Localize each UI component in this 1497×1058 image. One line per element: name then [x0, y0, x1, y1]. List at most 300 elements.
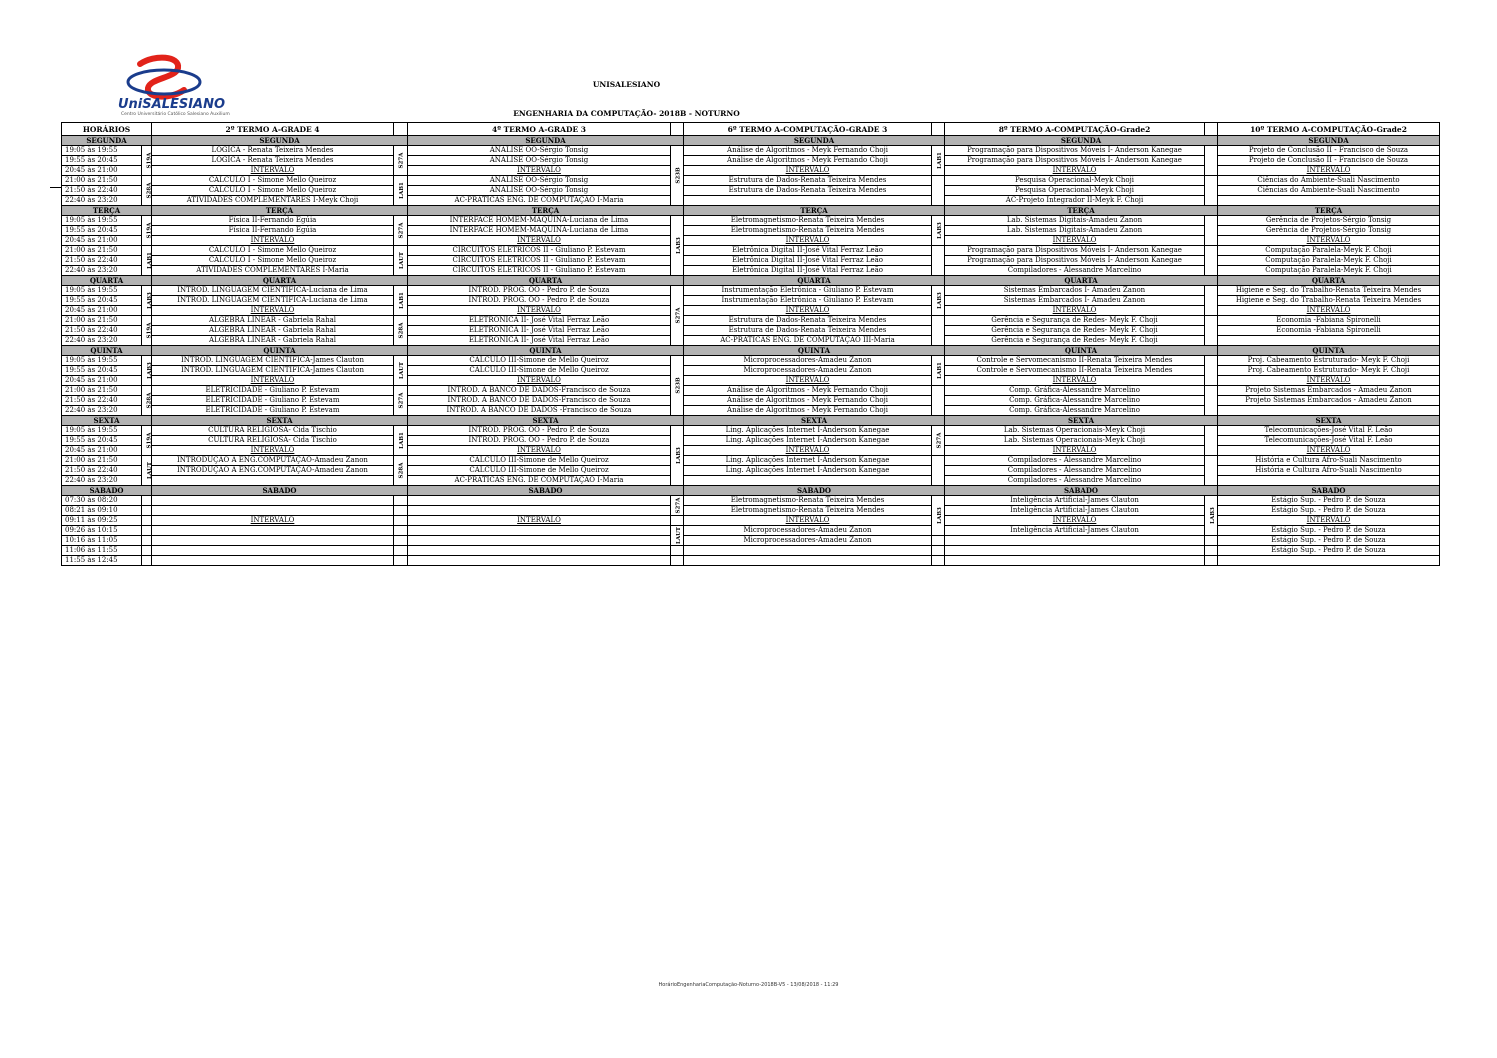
day-label: TERÇA [945, 206, 1218, 216]
room-label [142, 456, 152, 486]
time-slot-row [62, 306, 1440, 316]
room-label [394, 286, 408, 316]
class-cell: INTERVALO [1218, 446, 1440, 456]
time-slot-row [62, 236, 1440, 246]
time-slot-row [62, 286, 1440, 296]
header-term-4: 4º TERMO A-GRADE 3 [408, 123, 671, 136]
class-cell: Estágio Sup. - Pedro P. de Souza [1218, 496, 1440, 506]
class-cell: INTERVALO [945, 446, 1205, 456]
class-cell: INTERVALO [152, 516, 394, 526]
class-cell: INTERVALO [152, 166, 394, 176]
room-code: S28A [146, 182, 153, 199]
day-label: SEGUNDA [684, 136, 945, 146]
room-label [1205, 176, 1218, 206]
day-label-times: QUARTA [62, 276, 152, 286]
class-cell: Compiladores - Alessandre Marcelino [945, 476, 1205, 486]
time-range: 21:50 às 22:40 [62, 256, 142, 266]
day-label: SABADO [152, 486, 408, 496]
header-term-10: 10º TERMO A-COMPUTAÇÃO-Grade2 [1218, 123, 1440, 136]
class-cell: Telecomunicações-José Vital F. Leão [1218, 436, 1440, 446]
room-label [394, 456, 408, 486]
room-code: S19A [146, 322, 153, 339]
class-cell: Estágio Sup. - Pedro P. de Souza [1218, 526, 1440, 536]
class-cell: Programação para Dispositivos Móveis I- Anderson Kanegae [945, 256, 1205, 266]
class-cell: Gerência e Segurança de Redes- Meyk F. Choji [945, 326, 1205, 336]
class-cell: Estágio Sup. - Pedro P. de Souza [1218, 506, 1440, 516]
day-label: QUARTA [152, 276, 408, 286]
room-code: S19A [146, 222, 153, 239]
class-cell: CÁLCULO III-Simone de Mello Queiroz [408, 356, 671, 366]
day-label: SABADO [408, 486, 684, 496]
class-cell: INTROD. A BANCO DE DADOS-Francisco de Souza [408, 396, 671, 406]
room-code: LAB3 [675, 447, 682, 464]
day-label-times: SABADO [62, 486, 152, 496]
time-slot-row [62, 546, 1440, 556]
class-cell: INTERVALO [945, 516, 1205, 526]
class-cell [408, 526, 671, 536]
class-cell: Comp. Gráfica-Alessandre Marcelino [945, 386, 1205, 396]
room-code: S23B [675, 377, 682, 394]
room-label [394, 216, 408, 246]
class-cell: INTERVALO [152, 306, 394, 316]
time-slot-row [62, 326, 1440, 336]
day-label: TERÇA [684, 206, 945, 216]
room-code: S23B [675, 167, 682, 184]
room-label [932, 426, 945, 456]
room-code: S27A [675, 307, 682, 324]
time-range: 22:40 às 23:20 [62, 336, 142, 346]
class-cell: Eletrônica Digital II-José Vital Ferraz Leão [684, 266, 932, 276]
class-cell: Lab. Sistemas Digitais-Amadeu Zanon [945, 226, 1205, 236]
class-cell: ELETRÔNICA II- José Vital Ferraz Leão [408, 316, 671, 326]
day-row [62, 486, 1440, 496]
time-slot-row [62, 246, 1440, 256]
class-cell: Microprocessadores-Amadeu Zanon [684, 366, 932, 376]
time-range: 11:06 às 11:55 [62, 546, 142, 556]
class-cell: Gerência e Segurança de Redes- Meyk F. Choji [945, 336, 1205, 346]
room-code: S27A [398, 152, 405, 169]
room-empty [142, 516, 152, 526]
day-label: SEGUNDA [408, 136, 684, 146]
class-cell [684, 546, 932, 556]
room-empty [142, 556, 152, 566]
room-code: LAB3 [936, 222, 943, 239]
day-label: QUINTA [152, 346, 408, 356]
time-range: 08:21 às 09:10 [62, 506, 142, 516]
room-empty [671, 546, 684, 556]
class-cell: Gerência de Projetos-Sérgio Tonsig [1218, 216, 1440, 226]
time-slot-row [62, 466, 1440, 476]
room-label [142, 426, 152, 456]
class-cell: Comp. Gráfica-Alessandre Marcelino [945, 396, 1205, 406]
time-slot-row [62, 196, 1440, 206]
class-cell: INTERVALO [684, 306, 932, 316]
room-code: LAB1 [936, 152, 943, 169]
class-cell: Higiene e Seg. do Trabalho-Renata Teixeira Mendes [1218, 286, 1440, 296]
class-cell: Instrumentação Eletrônica - Giuliano P. Estevam [684, 286, 932, 296]
room-label [142, 386, 152, 416]
day-label-times: SEGUNDA [62, 136, 152, 146]
class-cell: Pesquisa Operacional-Meyk Choji [945, 186, 1205, 196]
time-slot-row [62, 296, 1440, 306]
class-cell: Compiladores - Alessandre Marcelino [945, 466, 1205, 476]
class-cell: Lab. Sistemas Operacionais-Meyk Choji [945, 436, 1205, 446]
time-range: 20:45 às 21:00 [62, 376, 142, 386]
time-slot-row [62, 266, 1440, 276]
class-cell: CULTURA RELIGIOSA- Cida Tischio [152, 426, 394, 436]
time-range: 21:00 às 21:50 [62, 456, 142, 466]
class-cell: INTROD. PROG. OO - Pedro P. de Souza [408, 436, 671, 446]
time-range: 19:55 às 20:45 [62, 156, 142, 166]
class-cell: CÁLCULO I - Simone Mello Queiroz [152, 176, 394, 186]
class-cell: ATIVIDADES COMPLEMENTARES I-Meyk Choji [152, 196, 394, 206]
class-cell: Economia -Fabiana Spironelli [1218, 326, 1440, 336]
class-cell: Proj. Cabeamento Estruturado- Meyk F. Choji [1218, 356, 1440, 366]
time-slot-row [62, 156, 1440, 166]
class-cell: Computação Paralela-Meyk F. Choji [1218, 256, 1440, 266]
room-code: LAB3 [146, 362, 153, 379]
class-cell: CÁLCULO I - Simone Mello Queiroz [152, 246, 394, 256]
room-code: S28A [398, 322, 405, 339]
day-label: TERÇA [152, 206, 408, 216]
time-range: 21:00 às 21:50 [62, 246, 142, 256]
room-code: LAUT [399, 361, 406, 380]
room-code: LAB1 [398, 292, 405, 309]
time-slot-row [62, 216, 1440, 226]
room-label [671, 216, 684, 276]
class-cell: Microprocessadores-Amadeu Zanon [684, 526, 932, 536]
class-cell: INTERVALO [408, 376, 671, 386]
class-cell: ELETRICIDADE - Giuliano P. Estevam [152, 406, 394, 416]
room-empty [394, 546, 408, 556]
class-cell [1218, 476, 1440, 486]
class-cell: Estágio Sup. - Pedro P. de Souza [1218, 536, 1440, 546]
class-cell: CIRCUITOS ELÉTRICOS II - Giuliano P. Estevam [408, 256, 671, 266]
day-label: TERÇA [1218, 206, 1440, 216]
day-label-times: QUINTA [62, 346, 152, 356]
room-empty [142, 546, 152, 556]
room-empty [394, 506, 408, 516]
room-label [671, 526, 684, 546]
room-empty [932, 536, 945, 546]
class-cell: Microprocessadores-Amadeu Zanon [684, 536, 932, 546]
time-range: 21:50 às 22:40 [62, 466, 142, 476]
time-range: 22:40 às 23:20 [62, 406, 142, 416]
room-label [671, 496, 684, 516]
day-row [62, 346, 1440, 356]
day-label: SEXTA [684, 416, 945, 426]
room-label [394, 176, 408, 206]
room-label [1205, 426, 1218, 456]
room-code: S19A [146, 152, 153, 169]
class-cell [1218, 556, 1440, 566]
class-cell: Ling. Aplicações Internet I-Anderson Kanegae [684, 456, 932, 466]
class-cell: INTROD. A BANCO DE DADOS-Francisco de Souza [408, 386, 671, 396]
class-cell: LÓGICA - Renata Teixeira Mendes [152, 156, 394, 166]
class-cell: INTERVALO [1218, 166, 1440, 176]
class-cell: Ling. Aplicações Internet I-Anderson Kanegae [684, 466, 932, 476]
room-label [142, 356, 152, 386]
class-cell: Ling. Aplicações Internet I-Anderson Kanegae [684, 426, 932, 436]
class-cell: Computação Paralela-Meyk F. Choji [1218, 266, 1440, 276]
class-cell: Estrutura de Dados-Renata Teixeira Mendes [684, 316, 932, 326]
class-cell [1218, 406, 1440, 416]
time-slot-row [62, 536, 1440, 546]
day-label: SEXTA [1218, 416, 1440, 426]
class-cell: ELETRICIDADE - Giuliano P. Estevam [152, 396, 394, 406]
class-cell [152, 536, 394, 546]
class-cell: Estrutura de Dados-Renata Teixeira Mendes [684, 176, 932, 186]
class-cell: INTERVALO [945, 306, 1205, 316]
room-label [932, 316, 945, 346]
room-label [1205, 216, 1218, 246]
day-label: QUINTA [684, 346, 945, 356]
class-cell: Programação para Dispositivos Móveis I- Anderson Kanegae [945, 146, 1205, 156]
class-cell: INTROD. PROG. OO - Pedro P. de Souza [408, 426, 671, 436]
class-cell: INTROD. A BANCO DE DADOS -Francisco de Souza [408, 406, 671, 416]
time-range: 22:40 às 23:20 [62, 266, 142, 276]
time-slot-row [62, 506, 1440, 516]
room-label [1205, 496, 1218, 536]
class-cell: Eletromagnetismo-Renata Teixeira Mendes [684, 496, 932, 506]
room-code: LAB3 [675, 237, 682, 254]
room-empty [142, 536, 152, 546]
room-label [394, 426, 408, 456]
class-cell: INTERVALO [408, 306, 671, 316]
room-empty [394, 556, 408, 566]
class-cell: AC-PRÁTICAS ENG. DE COMPUTAÇÃO III-Maria [684, 336, 932, 346]
room-label [1205, 286, 1218, 316]
time-range: 21:00 às 21:50 [62, 316, 142, 326]
room-empty [142, 506, 152, 516]
room-empty [1205, 546, 1218, 556]
class-cell: Estrutura de Dados-Renata Teixeira Mendes [684, 326, 932, 336]
class-cell: AC-PRÁTICAS ENG. DE COMPUTAÇÃO I-Maria [408, 196, 671, 206]
header-spacer [932, 123, 945, 136]
room-label [932, 386, 945, 416]
day-label: SEXTA [152, 416, 408, 426]
class-cell: LÓGICA - Renata Teixeira Mendes [152, 146, 394, 156]
room-label [671, 426, 684, 486]
class-cell: INTERVALO [152, 236, 394, 246]
room-label [394, 246, 408, 276]
class-cell: Eletromagnetismo-Renata Teixeira Mendes [684, 506, 932, 516]
class-cell: INTROD. LINGUAGEM CIENTÍFICA-Luciana de Lima [152, 296, 394, 306]
class-cell: INTERVALO [408, 516, 671, 526]
time-range: 21:50 às 22:40 [62, 396, 142, 406]
time-range: 22:40 às 23:20 [62, 196, 142, 206]
time-slot-row [62, 366, 1440, 376]
class-cell: ANÁLISE OO-Sérgio Tonsig [408, 176, 671, 186]
time-range: 19:55 às 20:45 [62, 366, 142, 376]
room-label [142, 286, 152, 316]
day-label: QUARTA [408, 276, 684, 286]
class-cell: CÁLCULO III-Simone de Mello Queiroz [408, 366, 671, 376]
room-label [932, 246, 945, 276]
day-label: QUARTA [1218, 276, 1440, 286]
room-empty [1205, 556, 1218, 566]
room-label [932, 356, 945, 386]
class-cell: INTERVALO [684, 516, 932, 526]
class-cell: Pesquisa Operacional-Meyk Choji [945, 176, 1205, 186]
class-cell [945, 546, 1205, 556]
class-cell: Inteligência Artificial-James Clauton [945, 496, 1205, 506]
room-label [142, 246, 152, 276]
class-cell: Física II-Fernando Egúia [152, 226, 394, 236]
class-cell: Comp. Gráfica-Alessandre Marcelino [945, 406, 1205, 416]
class-cell: INTERFACE HOMEM-MÁQUINA-Luciana de Lima [408, 226, 671, 236]
time-slot-row [62, 146, 1440, 156]
day-row [62, 416, 1440, 426]
time-slot-row [62, 356, 1440, 366]
class-cell: Gerência de Projetos-Sérgio Tonsig [1218, 226, 1440, 236]
room-code: LAB3 [146, 292, 153, 309]
class-cell: AC-Projeto Integrador II-Meyk F. Choji [945, 196, 1205, 206]
schedule-table [61, 122, 1440, 566]
class-cell: ANÁLISE OO-Sérgio Tonsig [408, 146, 671, 156]
column-header-row [62, 123, 1440, 136]
time-slot-row [62, 186, 1440, 196]
room-code: S27A [675, 497, 682, 514]
header-spacer [394, 123, 408, 136]
class-cell: Programação para Dispositivos Móveis I- Anderson Kanegae [945, 246, 1205, 256]
time-slot-row [62, 496, 1440, 506]
time-range: 20:45 às 21:00 [62, 306, 142, 316]
time-range: 09:11 às 09:25 [62, 516, 142, 526]
room-code: LAB1 [936, 362, 943, 379]
class-cell: Ciências do Ambiente-Suali Nascimento [1218, 186, 1440, 196]
time-range: 19:05 às 19:55 [62, 426, 142, 436]
class-cell: Gerência e Segurança de Redes- Meyk F. Choji [945, 316, 1205, 326]
class-cell: INTROD. PROG. OO - Pedro P. de Souza [408, 296, 671, 306]
class-cell [945, 536, 1205, 546]
class-cell: Projeto de Conclusão II - Francisco de Souza [1218, 146, 1440, 156]
room-empty [142, 496, 152, 506]
class-cell: INTERVALO [945, 376, 1205, 386]
class-cell: Programação para Dispositivos Móveis I- Anderson Kanegae [945, 156, 1205, 166]
room-empty [932, 556, 945, 566]
time-slot-row [62, 256, 1440, 266]
time-slot-row [62, 176, 1440, 186]
class-cell [408, 546, 671, 556]
room-label [671, 146, 684, 206]
class-cell: Telecomunicações-José Vital F. Leão [1218, 426, 1440, 436]
room-label [932, 216, 945, 246]
time-slot-row [62, 376, 1440, 386]
day-label-times: SEXTA [62, 416, 152, 426]
room-label [1205, 316, 1218, 346]
class-cell: INTERVALO [408, 166, 671, 176]
class-cell: Controle e Servomecanismo II-Renata Teixeira Mendes [945, 366, 1205, 376]
room-empty [142, 526, 152, 536]
time-slot-row [62, 556, 1440, 566]
class-cell [1218, 196, 1440, 206]
institution-title: UNISALESIANO [592, 80, 661, 89]
class-cell [408, 506, 671, 516]
class-cell: CÁLCULO I - Simone Mello Queiroz [152, 186, 394, 196]
day-row [62, 206, 1440, 216]
class-cell [1218, 336, 1440, 346]
logo-subtitle: Centro Universitário Católico Salesiano Auxilium [121, 112, 230, 117]
class-cell: ANÁLISE OO-Sérgio Tonsig [408, 186, 671, 196]
room-label [1205, 356, 1218, 386]
class-cell: INTROD. LINGUAGEM CIENTÍFICA-James Clauton [152, 356, 394, 366]
header-times: HORÁRIOS [62, 123, 152, 136]
day-label: SEGUNDA [152, 136, 408, 146]
class-cell [152, 476, 394, 486]
room-empty [671, 556, 684, 566]
room-code: S28A [146, 392, 153, 409]
room-label [932, 176, 945, 206]
class-cell: INTERVALO [1218, 516, 1440, 526]
room-code: LAB1 [398, 432, 405, 449]
room-empty [394, 496, 408, 506]
time-slot-row [62, 336, 1440, 346]
room-code: LAUT [676, 526, 683, 545]
room-label [1205, 386, 1218, 416]
class-cell: CÁLCULO I - Simone Mello Queiroz [152, 256, 394, 266]
time-range: 21:50 às 22:40 [62, 186, 142, 196]
day-label: SABADO [684, 486, 945, 496]
room-code: LAB1 [398, 182, 405, 199]
class-cell: INTERVALO [152, 376, 394, 386]
class-cell: Instrumentação Eletrônica - Giuliano P. Estevam [684, 296, 932, 306]
room-label [394, 386, 408, 416]
class-cell: INTERVALO [945, 166, 1205, 176]
day-label: QUARTA [945, 276, 1218, 286]
room-label [142, 216, 152, 246]
time-range: 11:55 às 12:45 [62, 556, 142, 566]
class-cell [684, 196, 932, 206]
class-cell: Compiladores - Alessandre Marcelino [945, 456, 1205, 466]
class-cell: Análise de Algoritmos - Meyk Fernando Choji [684, 396, 932, 406]
time-range: 19:05 às 19:55 [62, 286, 142, 296]
day-label: SEGUNDA [945, 136, 1218, 146]
day-label: SABADO [1218, 486, 1440, 496]
header-spacer [671, 123, 684, 136]
class-cell: ÁLGEBRA LINEAR - Gabriela Rahal [152, 336, 394, 346]
class-cell [945, 556, 1205, 566]
room-label [1205, 246, 1218, 276]
room-empty [394, 536, 408, 546]
class-cell: Análise de Algoritmos - Meyk Fernando Choji [684, 386, 932, 396]
day-label: TERÇA [408, 206, 684, 216]
class-cell: Estrutura de Dados-Renata Teixeira Mendes [684, 186, 932, 196]
room-empty [671, 516, 684, 526]
class-cell [152, 506, 394, 516]
time-range: 19:05 às 19:55 [62, 356, 142, 366]
time-slot-row [62, 446, 1440, 456]
room-label [142, 316, 152, 346]
class-cell: Estágio Sup. - Pedro P. de Souza [1218, 546, 1440, 556]
room-label [394, 356, 408, 386]
class-cell: INTRODUÇÃO A ENG.COMPUTAÇÃO-Amadeu Zanon [152, 456, 394, 466]
time-range: 20:45 às 21:00 [62, 236, 142, 246]
class-cell: INTRODUÇÃO A ENG.COMPUTAÇÃO-Amadeu Zanon [152, 466, 394, 476]
day-label: SEGUNDA [1218, 136, 1440, 146]
day-label: QUARTA [684, 276, 945, 286]
time-range: 22:40 às 23:20 [62, 476, 142, 486]
day-label: QUINTA [408, 346, 684, 356]
class-cell: Compiladores - Alessandre Marcelino [945, 266, 1205, 276]
time-slot-row [62, 166, 1440, 176]
class-cell: Controle e Servomecanismo II-Renata Teixeira Mendes [945, 356, 1205, 366]
room-empty [394, 526, 408, 536]
class-cell [152, 526, 394, 536]
day-label: SEXTA [945, 416, 1218, 426]
header-spacer [1205, 123, 1218, 136]
room-label [1205, 146, 1218, 176]
